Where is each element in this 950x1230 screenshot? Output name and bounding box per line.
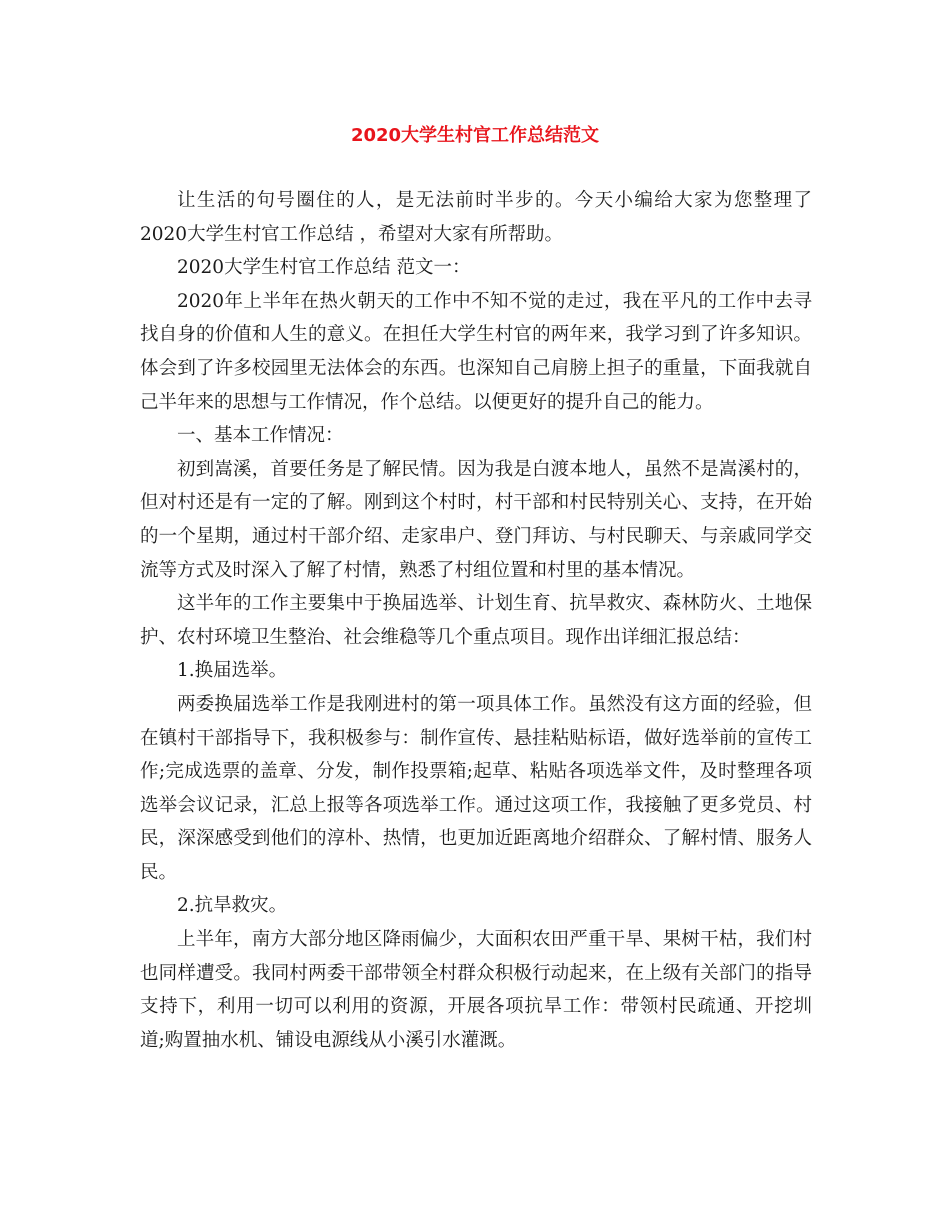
paragraph-election: 两委换届选举工作是我刚进村的第一项具体工作。虽然没有这方面的经验，但在镇村干部指导下，我积极参与：制作宣传、悬挂粘贴标语，做好选举前的宣传工作;完成选票的盖章、分发，制作投票箱;起草、粘贴各项选举文件，及时整理各项选举会议记录，汇总上报等各项选举工作。通过这项工作，我接触了更多党员、村民，深深感受到他们的淳朴、热情，也更加近距离地介绍群众、了解村情、服务人民。 [140, 693, 812, 883]
paragraph-heading-basic-work: 一、基本工作情况： [177, 425, 344, 447]
paragraph-section-heading: 2020大学生村官工作总结 范文一： [177, 257, 471, 279]
paragraph-drought: 上半年，南方大部分地区降雨偏少，大面积农田严重干旱、果树干枯，我们村也同样遭受。我同村两委干部带领全村群众积极行动起来，在上级有关部门的指导支持下，利用一切可以利用的资源，开展各项抗旱工作：带领村民疏通、开挖圳道;购置抽水机、铺设电源线从小溪引水灌溉。 [140, 929, 812, 1051]
paragraph-heading-drought: 2.抗旱救灾。 [177, 895, 288, 917]
paragraph-heading-election: 1.换届选举。 [177, 660, 288, 682]
paragraph-overview: 2020年上半年在热火朝天的工作中不知不觉的走过，我在平凡的工作中去寻找自身的价值和人生的意义。在担任大学生村官的两年来，我学习到了许多知识。体会到了许多校园里无法体会的东西。也深知自己肩膀上担子的重量，下面我就自己半年来的思想与工作情况，作个总结。以便更好的提升自己的能力。 [140, 290, 812, 413]
document-title: 2020大学生村官工作总结范文 [350, 125, 600, 146]
paragraph-intro: 让生活的句号圈住的人，是无法前时半步的。今天小编给大家为您整理了2020大学生村官工作总结 ，希望对大家有所帮助。 [140, 190, 812, 245]
document-body [140, 184, 812, 1057]
paragraph-village-situation: 初到嵩溪，首要任务是了解民情。因为我是白渡本地人，虽然不是嵩溪村的，但对村还是有一定的了解。刚到这个村时，村干部和村民特别关心、支持，在开始的一个星期，通过村干部介绍、走家串户、登门拜访、与村民聊天、与亲戚同学交流等方式及时深入了解了村情，熟悉了村组位置和村里的基本情况。 [140, 458, 812, 581]
paragraph-key-projects: 这半年的工作主要集中于换届选举、计划生育、抗旱救灾、森林防火、土地保护、农村环境卫生整治、社会维稳等几个重点项目。现作出详细汇报总结： [140, 593, 812, 648]
